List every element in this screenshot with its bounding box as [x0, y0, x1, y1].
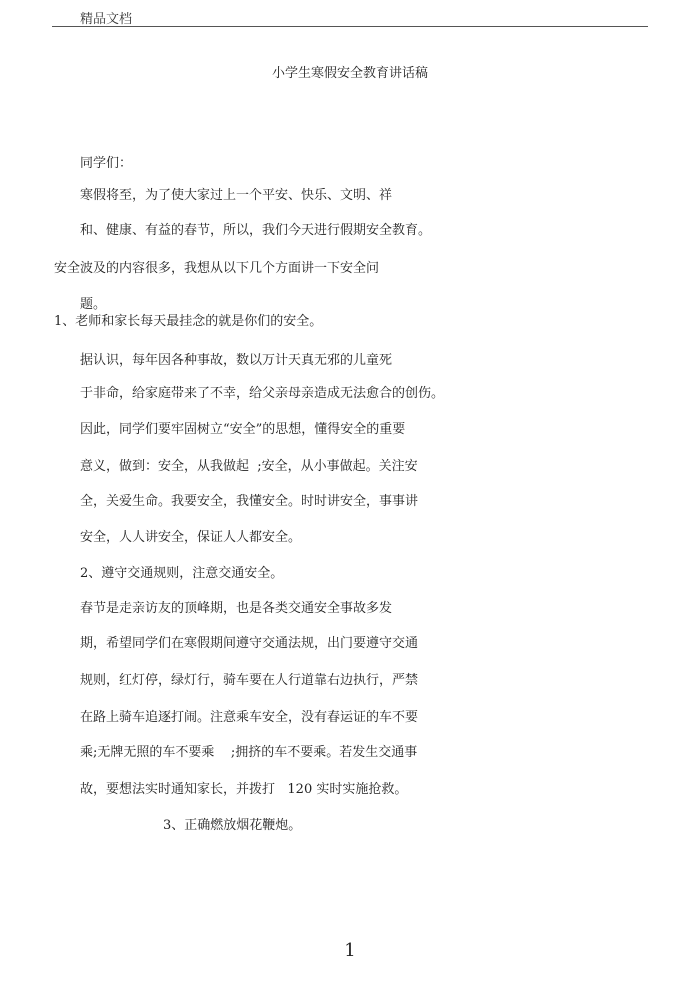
text-line: 安全波及的内容很多，我想从以下几个方面讲一下安全问 [54, 261, 380, 276]
text-line: 在路上骑车追逐打闹。注意乘车安全，没有春运证的车不要 [80, 710, 419, 725]
text-line: 期，希望同学们在寒假期间遵守交通法规，出门要遵守交通 [80, 636, 419, 651]
text-line: 春节是走亲访友的顶峰期，也是各类交通安全事故多发 [80, 601, 393, 616]
text-line: 意义，做到：安全，从我做起 ;安全，从小事做起。关注安 [80, 459, 418, 474]
text-line: 同学们： [80, 156, 133, 171]
section-heading: 1、老师和家长每天最挂念的就是你们的安全。 [54, 314, 323, 329]
document-title: 小学生寒假安全教育讲话稿 [271, 66, 428, 81]
text-line: 全，关爱生命。我要安全，我懂安全。时时讲安全，事事讲 [80, 494, 419, 509]
text-line: 和、健康、有益的春节，所以，我们今天进行假期安全教育。 [80, 223, 432, 238]
page-header-label: 精品文档 [80, 12, 133, 27]
text-line: 规则，红灯停，绿灯行，骑车要在人行道靠右边执行，严禁 [80, 673, 419, 688]
text-line: 题。 [80, 297, 107, 312]
section-heading: 3、正确燃放烟花鞭炮。 [163, 818, 302, 833]
text-line: 安全，人人讲安全，保证人人都安全。 [80, 530, 302, 545]
text-line: 故，要想法实时通知家长，并拨打 120 实时实施抢救。 [80, 782, 408, 797]
header-divider [52, 26, 648, 27]
text-line: 据认识，每年因各种事故，数以万计天真无邪的儿童死 [80, 353, 393, 368]
text-line: 于非命，给家庭带来了不幸，给父亲母亲造成无法愈合的创伤。 [80, 386, 445, 401]
section-heading: 2、遵守交通规则，注意交通安全。 [80, 566, 284, 581]
text-line: 因此，同学们要牢固树立“安全”的思想，懂得安全的重要 [80, 422, 406, 437]
text-line: 乘;无牌无照的车不要乘 ;拥挤的车不要乘。若发生交通事 [80, 745, 418, 760]
text-line: 寒假将至，为了使大家过上一个平安、快乐、文明、祥 [80, 188, 393, 203]
page-number: 1 [344, 940, 356, 961]
